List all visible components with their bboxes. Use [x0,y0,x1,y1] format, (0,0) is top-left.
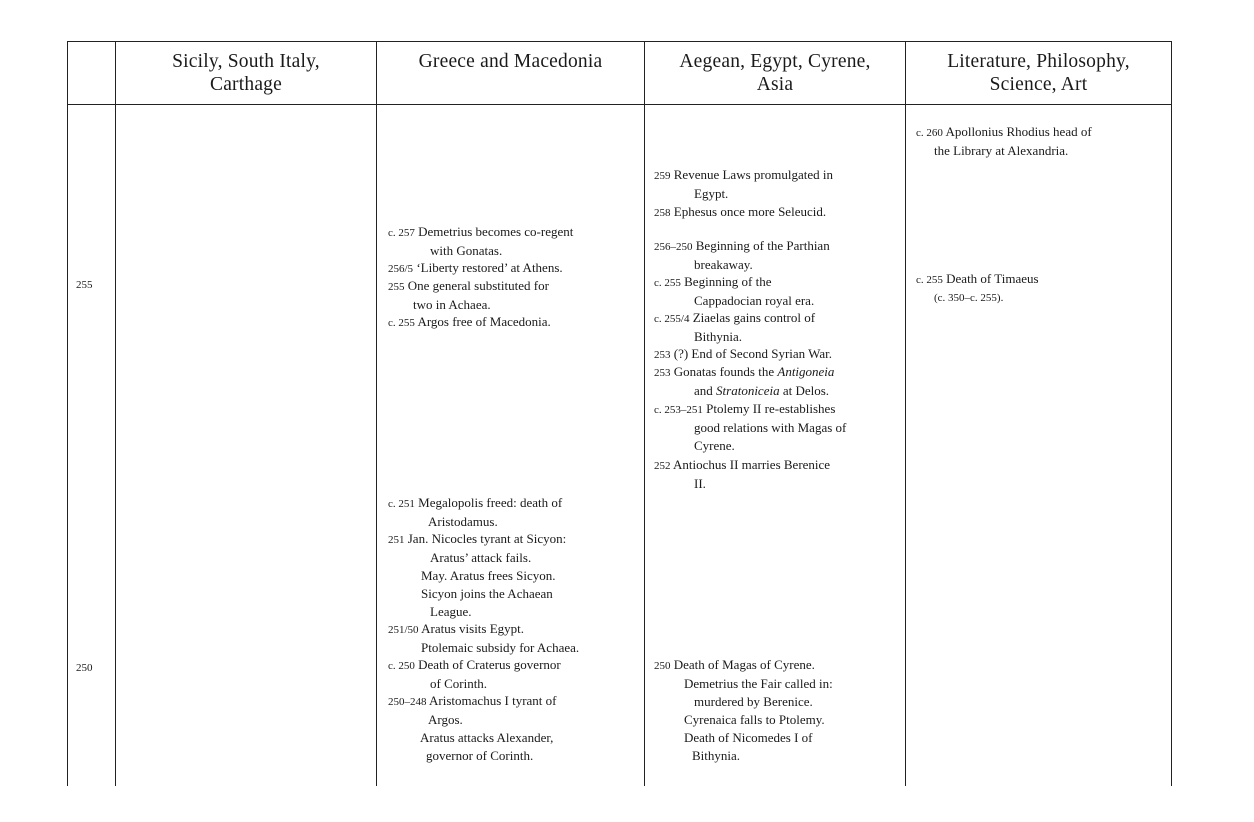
entry-text: and [694,383,717,398]
column-divider-4 [905,41,906,786]
timeline-entry [654,400,846,455]
entry-text-italic: Antigoneia [777,364,835,379]
timeline-entry [654,203,826,222]
entry-text: Aratus attacks Alexander, [420,730,554,745]
timeline-entry [654,166,833,203]
entry-text: Revenue Laws promulgated in [673,167,833,182]
entry-text: Cyrene. [694,438,735,453]
timeline-entry [916,123,1092,160]
entry-date: c. 260 [916,127,943,139]
entry-text: League. [430,604,472,619]
entry-text: of Corinth. [430,676,488,691]
table-border-right [1171,41,1172,786]
entry-date: 256–250 [654,241,693,253]
entry-line [694,382,834,400]
entry-date: c. 251 [388,498,415,510]
entry-date: 250 [654,660,671,672]
entry-date: c. 255/4 [654,313,690,325]
timeline-entry [388,259,563,278]
entry-text: Beginning of the [684,274,772,289]
timeline-entry [654,237,830,274]
entry-date: c. 250 [388,660,415,672]
year-marker-250: 250 [76,662,93,674]
entry-date: c. 255 [654,277,681,289]
header-line: Asia [756,74,794,95]
entry-text: two in Achaea. [413,297,491,312]
entry-text: Death of Craterus governor [418,657,561,672]
header-bottom-rule [67,104,1172,105]
entry-date: 250–248 [388,696,427,708]
entry-text: Bithynia. [692,748,741,763]
entry-text: Egypt. [694,186,729,201]
entry-text: Apollonius Rhodius head of [945,124,1092,139]
entry-text: Death of Nicomedes I of [684,730,813,745]
timeline-entry [654,456,830,493]
header-line: Greece and Macedonia [418,51,603,72]
timeline-entry [388,692,557,765]
header-literature-philosophy-science-art [906,50,1171,96]
entry-text: May. Aratus frees Sicyon. [421,568,556,583]
entry-date: 255 [388,281,405,293]
entry-date: 253 [654,367,671,379]
timeline-entry [388,494,562,531]
entry-text: Cappadocian royal era. [694,293,815,308]
entry-date: 258 [654,207,671,219]
entry-text: Ziaelas gains control of [692,310,816,325]
entry-date: c. 255 [916,274,943,286]
timeline-entry [654,656,833,765]
entry-date: c. 253–251 [654,404,703,416]
year-marker-255: 255 [76,279,93,291]
timeline-entry [654,273,814,310]
entry-text: the Library at Alexandria. [934,143,1069,158]
timeline-entry [388,656,561,693]
header-line: Carthage [210,74,282,95]
entry-text: Antiochus II marries Berenice [673,457,831,472]
entry-text-italic: Stratoniceia [716,383,780,398]
header-line: Sicily, South Italy, [172,51,320,72]
entry-text: Beginning of the Parthian [695,238,830,253]
entry-text: at Delos. [779,383,830,398]
entry-date: 252 [654,460,671,472]
entry-text: Demetrius the Fair called in: [684,676,833,691]
header-sicily-italy-carthage [116,50,376,96]
entry-text: Ephesus once more Seleucid. [673,204,827,219]
timeline-entry [654,345,832,364]
entry-text: Aratus’ attack fails. [430,550,532,565]
entry-text: II. [694,476,706,491]
timeline-entry [654,363,834,400]
column-divider-3 [644,41,645,786]
header-line: Science, Art [989,74,1088,95]
entry-text: Argos free of Macedonia. [417,314,551,329]
entry-text: good relations with Magas of [694,420,847,435]
entry-date: 251/50 [388,624,419,636]
entry-text: breakaway. [694,257,753,272]
header-greece-macedonia [377,50,644,73]
timeline-entry [654,309,815,346]
entry-text: ‘Liberty restored’ at Athens. [416,260,563,275]
entry-text: Jan. Nicocles tyrant at Sicyon: [407,531,567,546]
entry-text: Demetrius becomes co-regent [418,224,574,239]
entry-date: 256/5 [388,263,414,275]
entry-text: Ptolemy II re-establishes [706,401,836,416]
timeline-entry [916,270,1039,307]
entry-text: with Gonatas. [430,243,503,258]
entry-text: Argos. [428,712,463,727]
entry-text: (c. 350–c. 255). [934,292,1004,304]
entry-text: Sicyon joins the Achaean [421,586,553,601]
entry-text: governor of Corinth. [426,748,534,763]
entry-text: Megalopolis freed: death of [418,495,563,510]
entry-text: Death of Magas of Cyrene. [673,657,815,672]
table-border-left [67,41,68,786]
column-divider-2 [376,41,377,786]
header-aegean-egypt-cyrene-asia [645,50,905,96]
timeline-entry [388,223,573,260]
entry-text: Gonatas founds the [673,364,778,379]
entry-date: 259 [654,170,671,182]
entry-date: 251 [388,534,405,546]
entry-text: Aratus visits Egypt. [421,621,525,636]
entry-text: murdered by Berenice. [694,694,813,709]
entry-date: 253 [654,349,671,361]
entry-text: Cyrenaica falls to Ptolemy. [684,712,825,727]
entry-text: (?) End of Second Syrian War. [673,346,833,361]
entry-text: Ptolemaic subsidy for Achaea. [421,640,580,655]
timeline-entry [388,313,551,332]
timeline-entry [388,530,566,621]
column-divider-1 [115,41,116,786]
entry-date: c. 257 [388,227,415,239]
timeline-entry [388,620,579,657]
entry-text: Bithynia. [694,329,743,344]
entry-date: c. 255 [388,317,415,329]
timeline-entry [388,277,549,314]
entry-text: One general substituted for [407,278,549,293]
entry-text: Death of Timaeus [946,271,1039,286]
header-line: Aegean, Egypt, Cyrene, [679,51,871,72]
entry-text: Aristodamus. [428,514,498,529]
table-top-rule [67,41,1172,42]
header-line: Literature, Philosophy, [947,51,1130,72]
entry-text: Aristomachus I tyrant of [429,693,557,708]
